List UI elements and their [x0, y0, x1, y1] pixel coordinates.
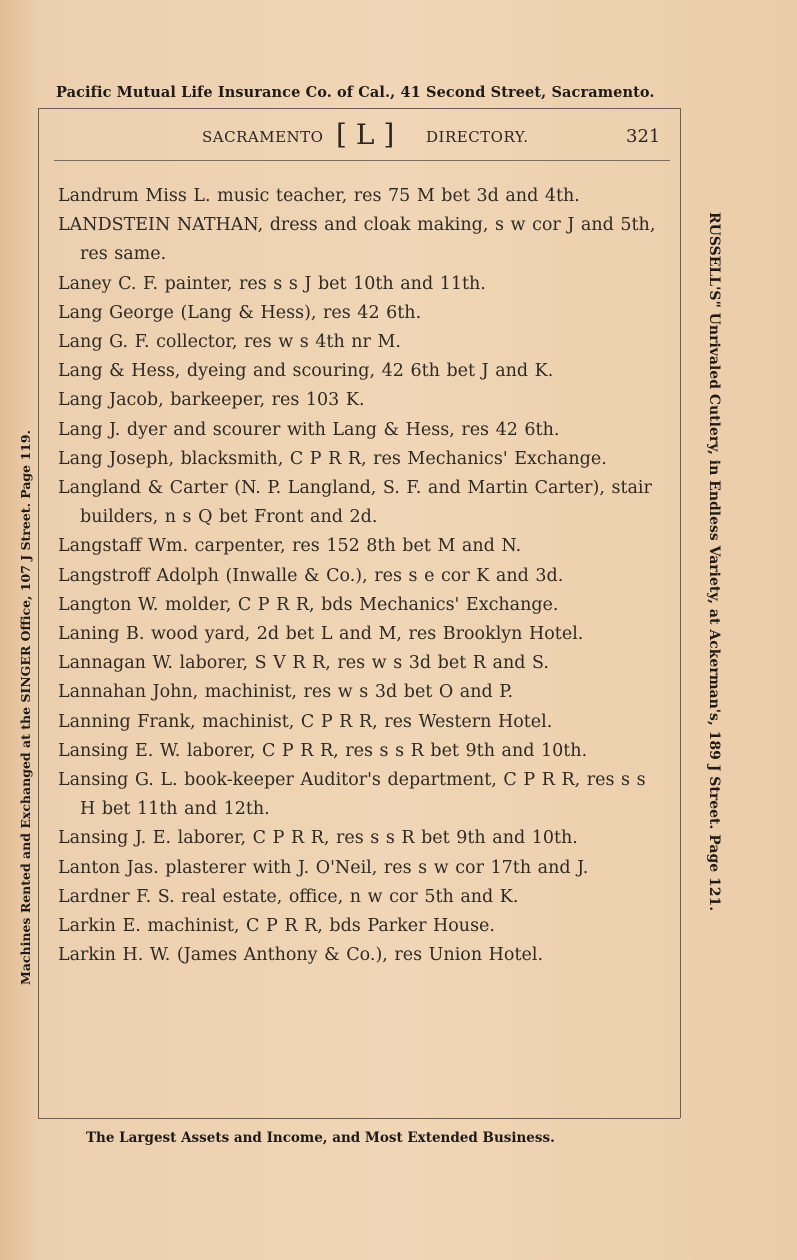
page-frame-top-rule	[38, 108, 680, 109]
bottom-advertisement-banner: The Largest Assets and Income, and Most Extended Business.	[86, 1130, 555, 1146]
directory-entry: Lang Jacob, barkeeper, res 103 K.	[58, 390, 365, 411]
page-frame-right-rule	[680, 108, 681, 1118]
directory-entry: Larkin E. machinist, C P R R, bds Parker House.	[58, 916, 495, 937]
directory-entry-featured: LANDSTEIN NATHAN, dress and cloak making, s w cor J and 5th, res same.	[58, 215, 656, 265]
header-rule	[54, 160, 670, 161]
directory-entry: Lang J. dyer and scourer with Lang & Hess, res 42 6th.	[58, 419, 560, 440]
page-frame-bottom-rule	[38, 1118, 680, 1119]
directory-entry: Lansing E. W. laborer, C P R R, res s s R bet 9th and 10th.	[58, 740, 588, 761]
running-head-section: DIRECTORY.	[426, 128, 529, 146]
directory-entry: Lansing J. E. laborer, C P R R, res s s R bet 9th and 10th.	[58, 828, 578, 849]
directory-entry: Laney C. F. painter, res s s J bet 10th and 11th.	[58, 273, 486, 294]
directory-entry: Lansing G. L. book-keeper Auditor's department, C P R R, res s s H bet 11th and 12th.	[58, 770, 646, 820]
running-head-letter: [ L ]	[336, 118, 395, 151]
top-advertisement-banner: Pacific Mutual Life Insurance Co. of Cal., 41 Second Street, Sacramento.	[56, 84, 655, 101]
directory-entry: Lang George (Lang & Hess), res 42 6th.	[58, 302, 422, 323]
directory-entry: Landrum Miss L. music teacher, res 75 M bet 3d and 4th.	[58, 186, 580, 206]
directory-entry: Lannahan John, machinist, res w s 3d bet O and P.	[58, 682, 514, 703]
directory-entry: Langstaff Wm. carpenter, res 152 8th bet M and N.	[58, 536, 522, 557]
directory-entry: Lang G. F. collector, res w s 4th nr M.	[58, 332, 401, 353]
directory-entry: Lanton Jas. plasterer with J. O'Neil, res s w cor 17th and J.	[58, 857, 589, 878]
directory-entry: Lannagan W. laborer, S V R R, res w s 3d bet R and S.	[58, 653, 549, 674]
page-frame-left-rule	[38, 108, 39, 1118]
directory-entry: Lanning Frank, machinist, C P R R, res Western Hotel.	[58, 711, 553, 732]
left-margin-advertisement: Machines Rented and Exchanged at the SINGER Office, 107 J Street. Page 119.	[18, 430, 33, 985]
page-number: 321	[626, 126, 661, 147]
directory-entry: Langton W. molder, C P R R, bds Mechanics' Exchange.	[58, 594, 559, 615]
directory-entry: Lang Joseph, blacksmith, C P R R, res Mechanics' Exchange.	[58, 448, 607, 469]
directory-entry: Langland & Carter (N. P. Langland, S. F. and Martin Carter), stair builders, n s Q bet Front and 2d.	[58, 478, 652, 528]
directory-entry: Lardner F. S. real estate, office, n w cor 5th and K.	[58, 886, 519, 907]
directory-entries	[58, 182, 666, 970]
right-margin-advertisement: RUSSELL'S" Unrivaled Cutlery, in Endless Variety, at Ackerman's, 189 J Street. Page 121.	[706, 212, 722, 912]
running-head-city: SACRAMENTO	[202, 128, 324, 146]
directory-entry: Lang & Hess, dyeing and scouring, 42 6th bet J and K.	[58, 361, 554, 382]
running-head	[54, 118, 670, 154]
directory-entry: Larkin H. W. (James Anthony & Co.), res Union Hotel.	[58, 945, 544, 966]
directory-entry: Laning B. wood yard, 2d bet L and M, res Brooklyn Hotel.	[58, 624, 584, 645]
directory-entry: Langstroff Adolph (Inwalle & Co.), res s e cor K and 3d.	[58, 565, 564, 586]
